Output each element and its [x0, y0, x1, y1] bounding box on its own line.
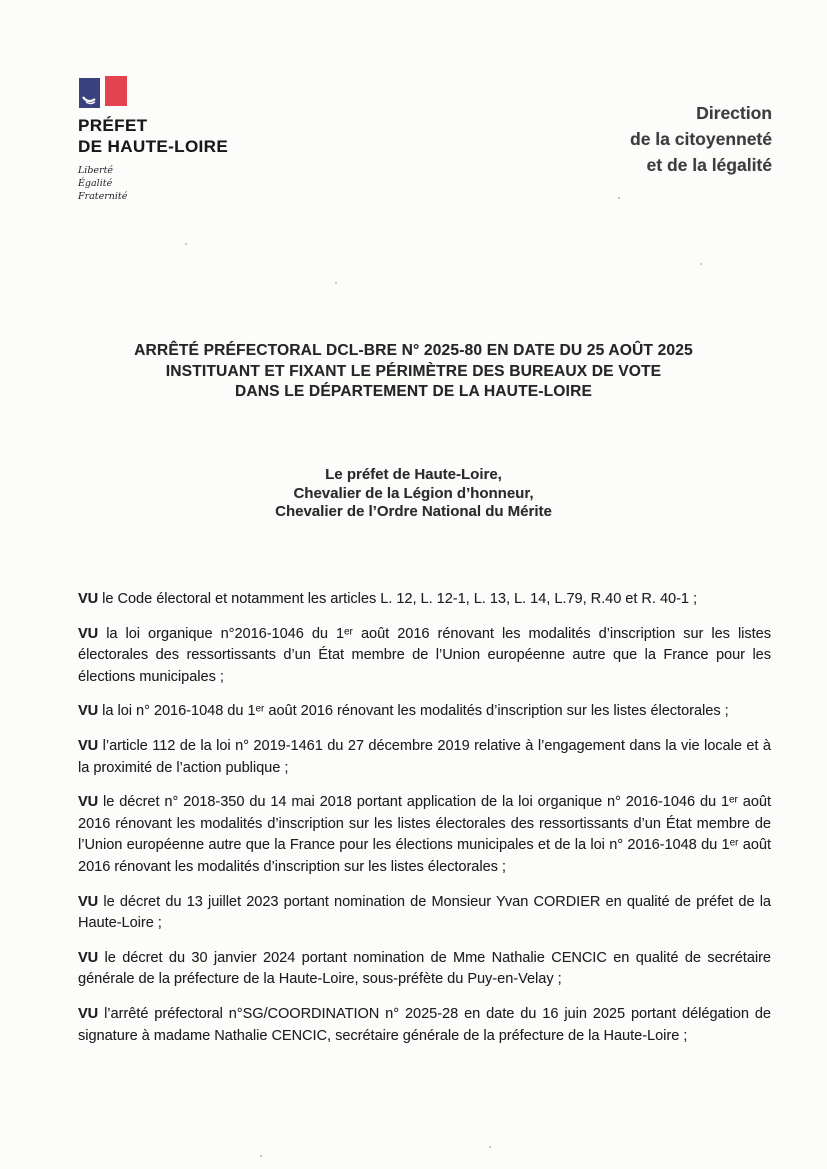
recital-paragraph — [78, 736, 771, 779]
scan-speck — [260, 1155, 262, 1157]
scan-speck — [185, 243, 187, 245]
recital-text: la loi organique n°2016-1046 du 1ᵉʳ août 2016 rénovant les modalités d’inscription sur les listes électorales des ressortissants d’un État membre de l’Union européenne autre que la France pour les élections municipales ; — [78, 625, 771, 685]
direction-line1: Direction — [696, 103, 772, 123]
decree-title-line1: ARRÊTÉ PRÉFECTORAL DCL-BRE N° 2025-80 EN DATE DU 25 AOÛT 2025 — [134, 342, 693, 359]
recital-paragraph — [78, 948, 771, 991]
prefet-name-line2: DE HAUTE-LOIRE — [78, 137, 229, 156]
decree-title — [0, 341, 827, 403]
recital-paragraph — [78, 892, 771, 935]
recital-paragraph — [78, 1004, 771, 1047]
vu-lead: VU — [78, 949, 99, 966]
decree-title-line3: DANS LE DÉPARTEMENT DE LA HAUTE-LOIRE — [234, 383, 592, 400]
recital-paragraph — [78, 792, 771, 878]
recital-text: le décret du 13 juillet 2023 portant nomination de Monsieur Yvan CORDIER en qualité de préfet de la Haute-Loire ; — [78, 893, 771, 932]
decree-title-line2: INSTITUANT ET FIXANT LE PÉRIMÈTRE DES BUREAUX DE VOTE — [165, 362, 662, 380]
recital-text: la loi n° 2016-1048 du 1ᵉʳ août 2016 rénovant les modalités d’inscription sur les listes électorales ; — [98, 703, 729, 720]
recital-paragraph — [78, 589, 771, 611]
direction-line3: et de la légalité — [646, 155, 772, 175]
scan-speck — [335, 282, 337, 284]
prefet-logo — [78, 76, 298, 203]
french-flag-icon — [78, 76, 127, 109]
recital-text: le Code électoral et notamment les articles L. 12, L. 12-1, L. 13, L. 14, L.79, R.40 et R. 40-1 ; — [98, 591, 698, 607]
vu-lead: VU — [78, 703, 99, 720]
salutation-line2: Chevalier de la Légion d’honneur, — [293, 484, 534, 502]
recital-paragraph — [78, 701, 771, 723]
vu-lead: VU — [78, 591, 99, 607]
direction-line2: de la citoyenneté — [630, 129, 772, 149]
vu-lead: VU — [78, 737, 99, 754]
scan-speck — [700, 263, 702, 265]
salutation-line3: Chevalier de l’Ordre National du Mérite — [275, 503, 552, 520]
prefet-name-line1: PRÉFET — [78, 116, 148, 135]
vu-lead: VU — [78, 625, 99, 642]
motto-fraternite: Fraternité — [78, 191, 128, 202]
decree-recitals — [78, 589, 771, 1060]
motto-egalite: Égalité — [78, 178, 113, 189]
vu-lead: VU — [78, 794, 99, 811]
prefect-salutation — [0, 466, 827, 522]
vu-lead: VU — [78, 1005, 99, 1022]
issuing-direction — [630, 100, 772, 178]
vu-lead: VU — [78, 893, 99, 910]
recital-text: le décret du 30 janvier 2024 portant nomination de Mme Nathalie CENCIC en qualité de secrétaire générale de la préfecture de la Haute-Loire, sous-préfète du Puy-en-Velay ; — [78, 949, 771, 988]
recital-text: le décret n° 2018-350 du 14 mai 2018 portant application de la loi organique n° 2016-1046 du 1ᵉʳ août 2016 rénovant les modalités d’inscription sur les listes électorales des ressortissants d’un État membre de l’Union européenne autre que la France pour les élections municipales et de la loi n° 2016-1048 du 1ᵉʳ août 2016 rénovant les modalités d’inscription sur les listes électorales ; — [78, 794, 771, 875]
salutation-line1: Le préfet de Haute-Loire, — [325, 466, 502, 483]
recital-text: l’arrêté préfectoral n°SG/COORDINATION n° 2025-28 en date du 16 juin 2025 portant délégation de signature à madame Nathalie CENCIC, secrétaire générale de la préfecture de la Haute-Loire ; — [78, 1005, 771, 1044]
scan-speck — [489, 1146, 491, 1148]
motto-liberte: Liberté — [78, 165, 114, 176]
scan-speck — [618, 197, 620, 199]
republic-motto — [78, 164, 298, 203]
recital-text: l’article 112 de la loi n° 2019-1461 du 27 décembre 2019 relative à l’engagement dans la vie locale et à la proximité de l’action publique ; — [78, 737, 771, 776]
prefet-name — [78, 115, 298, 157]
recital-paragraph — [78, 624, 771, 689]
